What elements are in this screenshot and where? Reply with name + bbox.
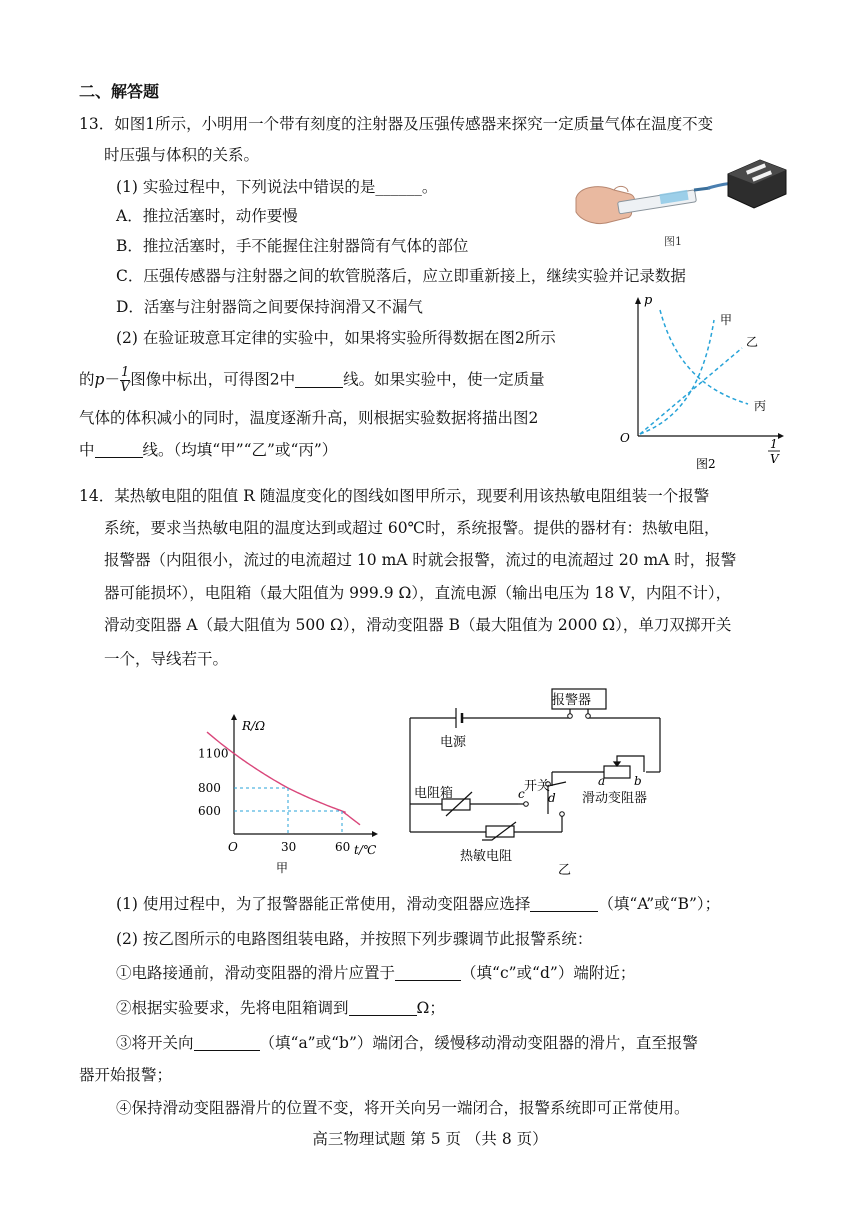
curve-yi	[640, 348, 742, 434]
section-title: 二、解答题	[79, 82, 160, 101]
curve-jia-label: 甲	[720, 313, 733, 327]
one-over-v-fraction: $\frac{1}{V}$	[120, 365, 130, 395]
q13-option-d: D．活塞与注射器筒之间要保持润滑又不漏气	[116, 298, 423, 316]
q14-stem-line6: 一个，导线若干。	[104, 650, 229, 668]
answer-blank[interactable]	[95, 441, 143, 458]
q14-stem-line4: 器可能损坏），电阻箱（最大阻值为 999.9 Ω），直流电源（输出电压为 18 V，内阻不计），	[104, 584, 732, 602]
q14-sub1: (1) 使用过程中，为了报警器能正常使用，滑动变阻器应选择 （填“A”或“B”）；	[116, 895, 721, 913]
curve-yi-label: 乙	[746, 335, 759, 349]
x-tick-label: 60	[335, 840, 351, 854]
y-tick-label: 1100	[198, 746, 229, 761]
q13-part1: (1) 实验过程中，下列说法中错误的是______。	[116, 178, 438, 196]
q13-part2-line3: 气体的体积减小的同时，温度逐渐升高，则根据实验数据将描出图2	[79, 409, 539, 427]
q14-number: 14．	[79, 487, 115, 505]
answer-blank[interactable]	[349, 999, 417, 1016]
figure1-syringe-sensor	[570, 150, 790, 250]
figure1-caption: 图1	[664, 235, 682, 248]
y-axis-label: R/Ω	[242, 719, 266, 733]
answer-blank[interactable]	[295, 371, 343, 388]
q13-option-c: C．压强传感器与注射器之间的软管脱落后，应立即重新接上，继续实验并记录数据	[116, 267, 686, 285]
graph-jia-caption: 甲	[276, 861, 289, 875]
q13-stem-line2: 时压强与体积的关系。	[104, 146, 260, 164]
rheostat-resistor	[604, 766, 630, 778]
q14-stem-line2: 系统，要求当热敏电阻的温度达到或超过 60℃时，系统报警。提供的器材有：热敏电阻，	[104, 519, 720, 537]
thermistor-label: 热敏电阻	[460, 849, 513, 864]
terminal-d-label: d	[548, 791, 556, 805]
q14-step3: ③将开关向 （填“a”或“b”）端闭合，缓慢移动滑动变阻器的滑片，直至报警	[116, 1034, 698, 1052]
terminal-a-label: a	[598, 774, 606, 788]
y-tick-label: 800	[198, 781, 221, 795]
figure2-caption: 图2	[696, 457, 716, 471]
graph-jia-resistance-vs-temperature	[196, 712, 386, 882]
y-axis-label: p	[644, 293, 653, 308]
origin-label: O	[620, 431, 630, 445]
q13-stem-line1: 13．如图1所示，小明用一个带有刻度的注射器及压强传感器来探究一定质量气体在温度不变	[79, 115, 714, 133]
x-axis-label-denominator: V	[770, 452, 779, 466]
q14-step3-cont: 器开始报警；	[79, 1066, 173, 1084]
thermistor	[486, 826, 514, 837]
q14-stem-line1: 14．某热敏电阻的阻值 R 随温度变化的图线如图甲所示，现要利用该热敏电阻组装一个报警	[79, 487, 710, 505]
switch-label: 开关	[524, 779, 551, 794]
figure2-p-invV-graph	[612, 290, 792, 475]
terminal-c-label: c	[518, 787, 525, 801]
q13-option-a: A．推拉活塞时，动作要慢	[116, 207, 298, 225]
q14-step1: ①电路接通前，滑动变阻器的滑片应置于 （填“c”或“d”）端附近；	[116, 964, 636, 982]
alarm-label: 报警器	[552, 693, 592, 708]
curve-bing-label: 丙	[754, 399, 767, 413]
power-source-label: 电源	[440, 735, 467, 750]
q13-part2-line4: 中 线。（均填“甲”“乙”或“丙”）	[79, 441, 338, 459]
q13-number: 13．	[79, 115, 115, 133]
q14-stem-line5: 滑动变阻器 A（最大阻值为 500 Ω），滑动变阻器 B（最大阻值为 2000 Ω），单刀双掷开关	[104, 616, 732, 634]
answer-blank[interactable]	[395, 964, 461, 981]
page-footer: 高三物理试题 第 5 页 （共 8 页）	[312, 1130, 548, 1148]
q14-sub2: (2) 按乙图所示的电路图组装电路，并按照下列步骤调节此报警系统：	[116, 930, 593, 948]
answer-blank[interactable]	[530, 895, 598, 912]
q14-step2: ②根据实验要求，先将电阻箱调到 Ω；	[116, 999, 445, 1017]
q14-stem-line3: 报警器（内阻很小，流过的电流超过 10 mA 时就会报警，流过的电流超过 20 mA 时，报警	[104, 551, 737, 569]
x-tick-label: 30	[281, 840, 297, 854]
rheostat-label: 滑动变阻器	[582, 791, 648, 806]
answer-blank[interactable]	[194, 1034, 260, 1051]
circuit-caption: 乙	[558, 863, 572, 878]
resistance-box-label: 电阻箱	[414, 786, 454, 801]
q13-part2-line2: 的p－ $\frac{1}{V}$ 图像中标出，可得图2中 线。如果实验中，使一定质量	[79, 365, 545, 395]
q14-step4: ④保持滑动变阻器滑片的位置不变，将开关向另一端闭合，报警系统即可正常使用。	[116, 1099, 690, 1117]
q13-part2-line1: (2) 在验证玻意耳定律的实验中，如果将实验所得数据在图2所示	[116, 329, 556, 347]
circuit-yi	[402, 686, 674, 882]
y-tick-label: 600	[198, 804, 221, 818]
terminal-b-label: b	[634, 774, 642, 788]
q13-option-b: B．推拉活塞时，手不能握住注射器筒有气体的部位	[116, 237, 469, 255]
x-axis-label-numerator: 1	[770, 437, 778, 451]
x-axis-label: t/℃	[354, 843, 377, 857]
origin-label: O	[228, 840, 238, 854]
curve-bing	[660, 310, 748, 404]
curve-jia	[640, 320, 714, 434]
